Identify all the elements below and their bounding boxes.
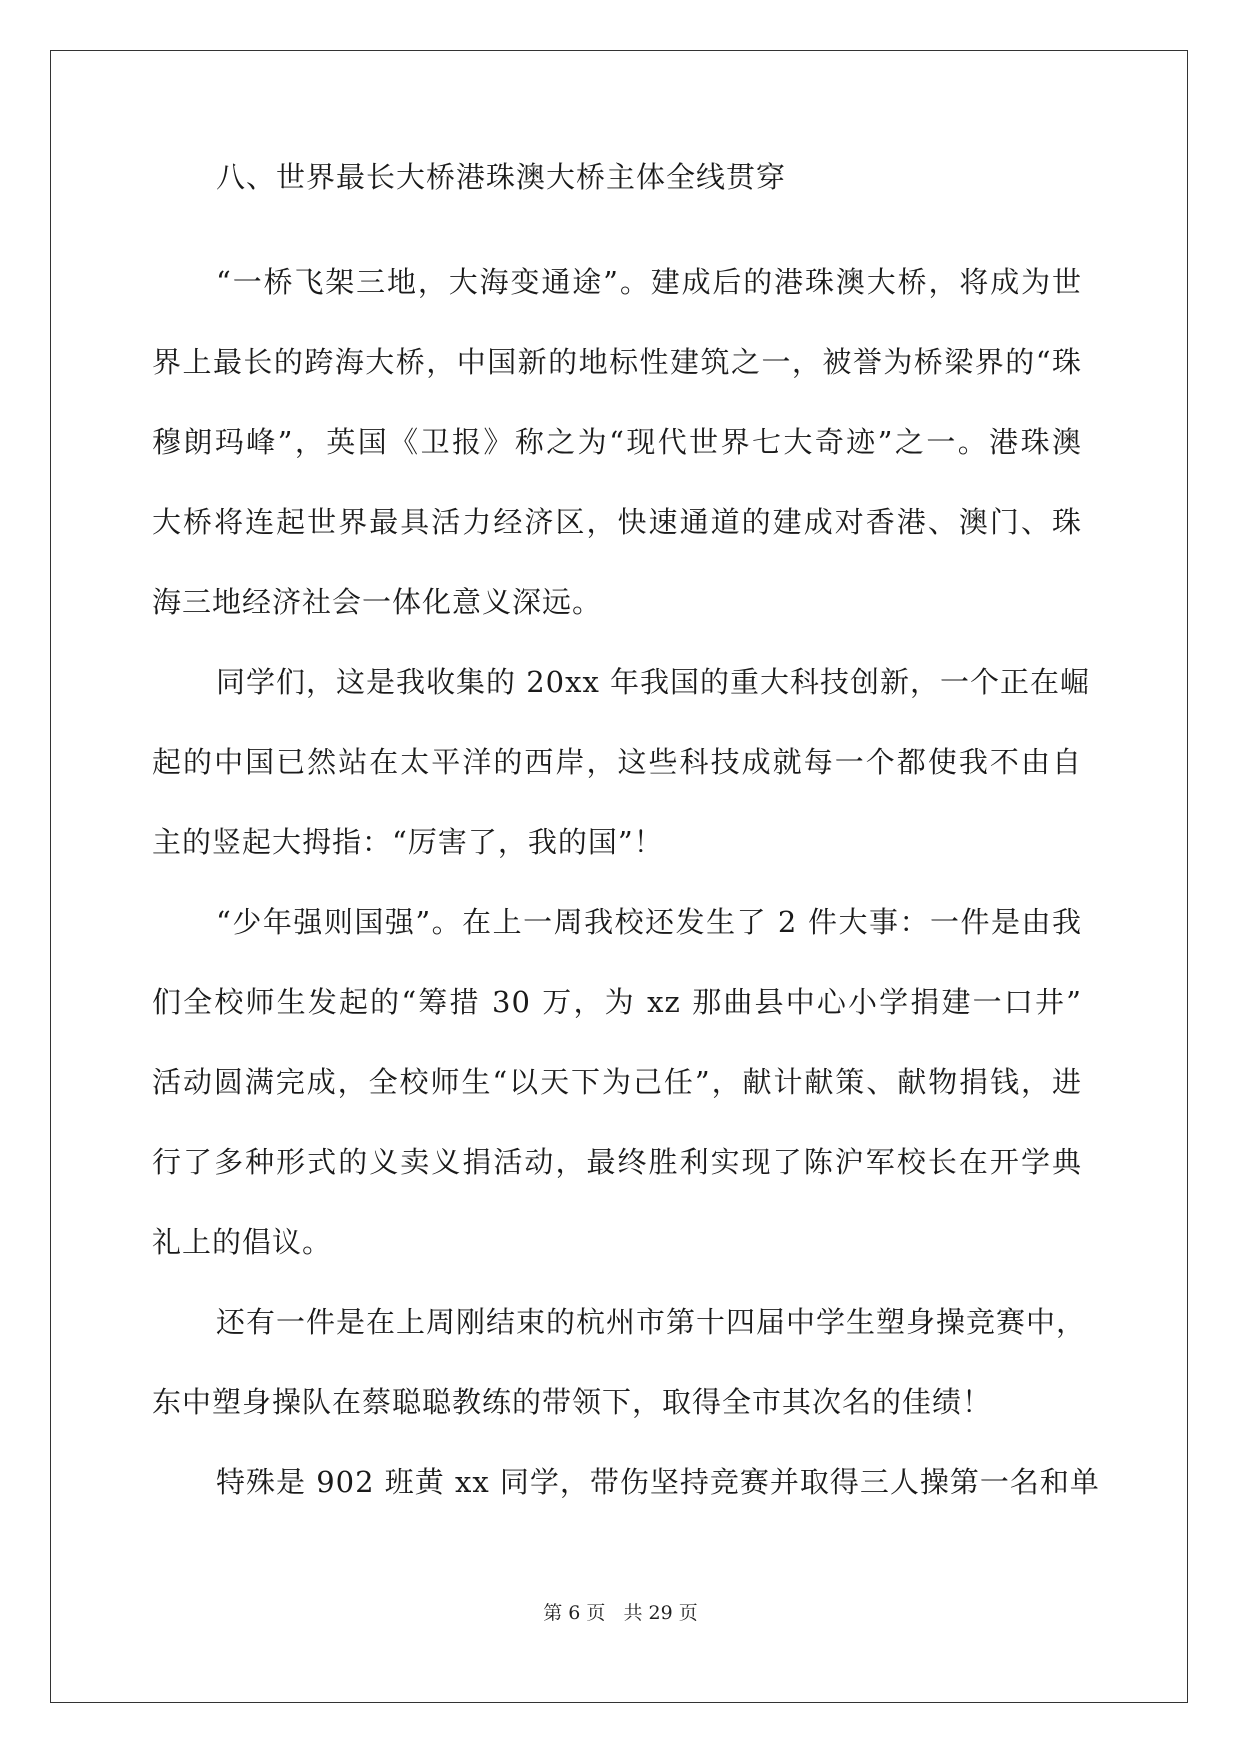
document-body [152,160,1100,1522]
paragraph-line: “一桥飞架三地，大海变通途”。建成后的港珠澳大桥，将成为世 [216,265,1082,299]
paragraph-line: “少年强则国强”。在上一周我校还发生了 2 件大事：一件是由我 [216,905,1082,939]
paragraph-line: 还有一件是在上周刚结束的杭州市第十四届中学生塑身操竞赛中， [216,1305,1087,1339]
paragraph-line: 特殊是 902 班黄 xx 同学，带伤坚持竞赛并取得三人操第一名和单 [216,1465,1100,1499]
paragraph-line: 主的竖起大拇指：“厉害了，我的国”！ [152,825,664,859]
page-number: 第 6 页 [543,1602,606,1624]
section-heading: 八、世界最长大桥港珠澳大桥主体全线贯穿 [216,160,787,194]
paragraph-line: 界上最长的跨海大桥，中国新的地标性建筑之一，被誉为桥梁界的“珠 [152,345,1082,379]
paragraph-line: 大桥将连起世界最具活力经济区，快速通道的建成对香港、澳门、珠 [152,505,1082,539]
paragraph-line: 东中塑身操队在蔡聪聪教练的带领下，取得全市其次名的佳绩！ [152,1385,993,1419]
paragraph-line: 起的中国已然站在太平洋的西岸，这些科技成就每一个都使我不由自 [152,745,1082,779]
page-total: 共 29 页 [623,1602,698,1624]
paragraph-line: 同学们，这是我收集的 20xx 年我国的重大科技创新，一个正在崛 [216,665,1091,699]
paragraph-line: 行了多种形式的义卖义捐活动，最终胜利实现了陈沪军校长在开学典 [152,1145,1082,1179]
paragraph-line: 礼上的倡议。 [152,1225,333,1259]
paragraph-line: 海三地经济社会一体化意义深远。 [152,585,603,619]
paragraph-line: 穆朗玛峰”，英国《卫报》称之为“现代世界七大奇迹”之一。港珠澳 [152,425,1082,459]
paragraph-line: 们全校师生发起的“筹措 30 万，为 xz 那曲县中心小学捐建一口井” [152,985,1082,1019]
paragraph-line: 活动圆满完成，全校师生“以天下为己任”，献计献策、献物捐钱，进 [152,1065,1082,1099]
page-footer [0,1598,1241,1625]
